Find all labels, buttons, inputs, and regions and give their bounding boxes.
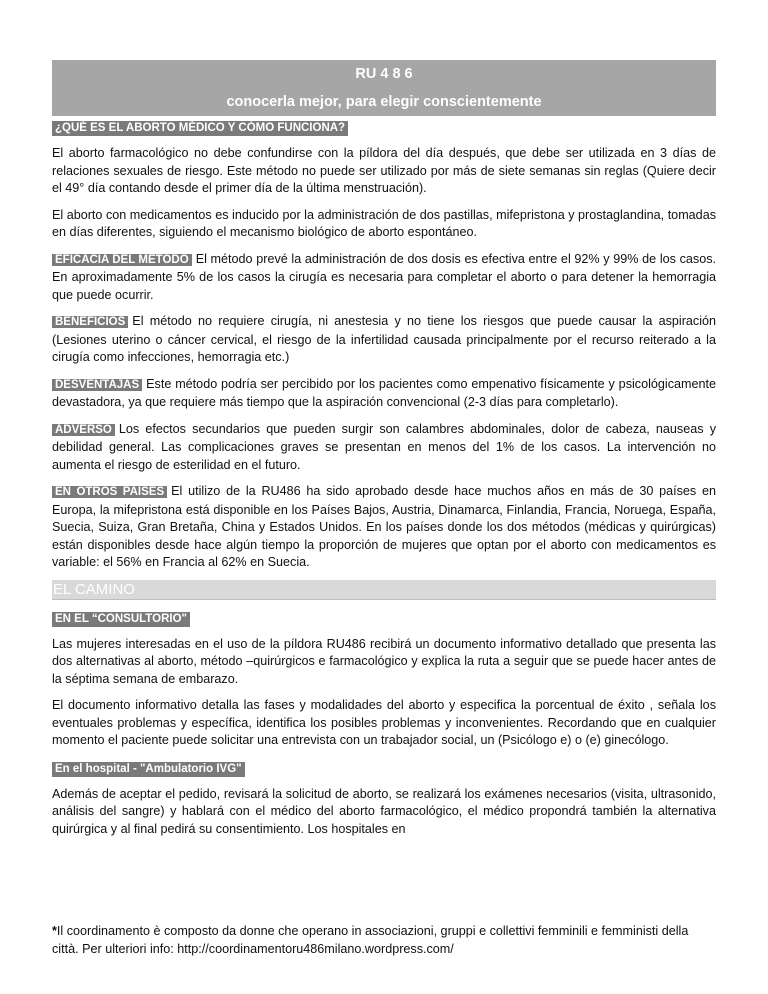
section-band-el-camino: EL CAMINO (52, 580, 716, 600)
subheading-hospital: En el hospital - "Ambulatorio IVG" (52, 762, 245, 777)
paragraph-intro-2: El aborto con medicamentos es inducido por la administración de dos pastillas, mifepristona y prostaglandina, tomadas en días diferentes, siguiendo el mecanismo biológico de aborto espontáneo. (52, 207, 716, 239)
paragraph-consultorio-2: El documento informativo detalla las fases y modalidades del aborto y especifica la porcentual de éxito , señala los eventuales problemas y específica, identifica los posibles problemas y inconvenientes. Recordando que en cualquier momento el paciente puede solicitar una entrevista con un trabajador social, un (Psicólogo e) o (e) ginecólogo. (52, 698, 716, 747)
text-adverse: Los efectos secundarios que pueden surgir son calambres abdominales, dolor de cabeza, nauseas y debilidad general. Las complicaciones graves se presentan en menos del 1% de los casos. La intervención no aumenta el riesgo de esterilidad en el futuro. (52, 421, 716, 472)
subheading-consultorio: EN EL “CONSULTORIO" (52, 612, 190, 627)
document-subtitle: conocerla mejor, para elegir conscientemente (226, 94, 542, 110)
label-other-countries: EN OTROS PAISES (52, 486, 167, 498)
paragraph-other-countries (52, 483, 716, 572)
text-benefits: El método no requiere cirugía, ni anestesia y no tiene los riesgos que puede causar la aspiración (Lesiones uterino o cáncer cervical, el riesgo de la infertilidad causada principalmente por el recurso reiterado a la cirugía como infecciones, hemorragia etc.) (52, 314, 716, 364)
footer-text: Il coordinamento è composto da donne che operano in associazioni, gruppi e collettivi femminili e femministi della città. Per ulteriori info: http://coordinamentoru486milano.wordpress.com/ (52, 924, 689, 956)
text-disadvantages: Este método podría ser percibido por los pacientes como empenativo físicamente y psicológicamente devastadora, ya que requiere más tiempo que la aspiración convencional (2-3 días para completarlo). (52, 376, 716, 409)
section-heading-what-is: ¿QUÉ ES EL ABORTO MÉDICO Y CÓMO FUNCIONA? (52, 121, 348, 136)
document-title: RU 4 8 6 (355, 66, 413, 82)
label-disadvantages: DESVENTAJAS (52, 379, 142, 391)
label-efficacy: EFICACIA DEL MÉTODO (52, 254, 192, 266)
paragraph-hospital: Además de aceptar el pedido, revisará la solicitud de aborto, se realizará los exámenes necesarios (visita, ultrasonido, análisis del sangre) y hablará con el médico del aborto farmacológico, el médico propondrá también la alternativa quirúrgica y al final pedirá su consentimiento. Los hospitales en (52, 786, 716, 836)
paragraph-intro-1: El aborto farmacológico no debe confundirse con la píldora del día después, que debe ser utilizada en 3 días de relaciones sexuales de riesgo. Este método no puede ser utilizado por más de siete semanas sin reglas (Quiere decir el 49° día contando desde el primer día de la última menstruación). (52, 146, 716, 195)
paragraph-consultorio-1: Las mujeres interesadas en el uso de la píldora RU486 recibirá un documento informativo detallado que presenta las dos alternativas al aborto, método –quirúrgicos e farmacológico y explica la ruta a seguir que se puede hacer antes de la séptima semana de embarazo. (52, 636, 716, 686)
paragraph-adverse (52, 421, 716, 475)
document-page (52, 60, 716, 838)
label-adverse: ADVERSO (52, 424, 115, 436)
footer-note (52, 922, 716, 958)
text-efficacy: El método prevé la administración de dos dosis es efectiva entre el 92% y 99% de los casos. En aproximadamente 5% de los casos la cirugía es necesaria para completar el aborto o para detener la hemorragia que puede ocurrir. (52, 251, 717, 302)
text-other-countries: El utilizo de la RU486 ha sido aprobado desde hace muchos años en más de 30 países en Europa, la mifepristona está disponible en los Países Bajos, Austria, Dinamarca, Finlandia, Francia, Noruega, España, Suecia, Suiza, Gran Bretaña, China y Estados Unidos. En los países donde los dos métodos (médicas y quirúrgicas) están disponibles desde hace algún tiempo la proporción de mujeres que optan por el aborto con medicamentos es variable: el 56% en Francia al 62% en Suecia. (52, 484, 716, 569)
paragraph-disadvantages (52, 376, 716, 412)
title-bar (52, 60, 716, 116)
paragraph-efficacy (52, 251, 716, 305)
footer-asterisk: * (52, 924, 57, 938)
label-benefits: BENEFICIOS (52, 316, 128, 328)
paragraph-benefits (52, 313, 716, 367)
